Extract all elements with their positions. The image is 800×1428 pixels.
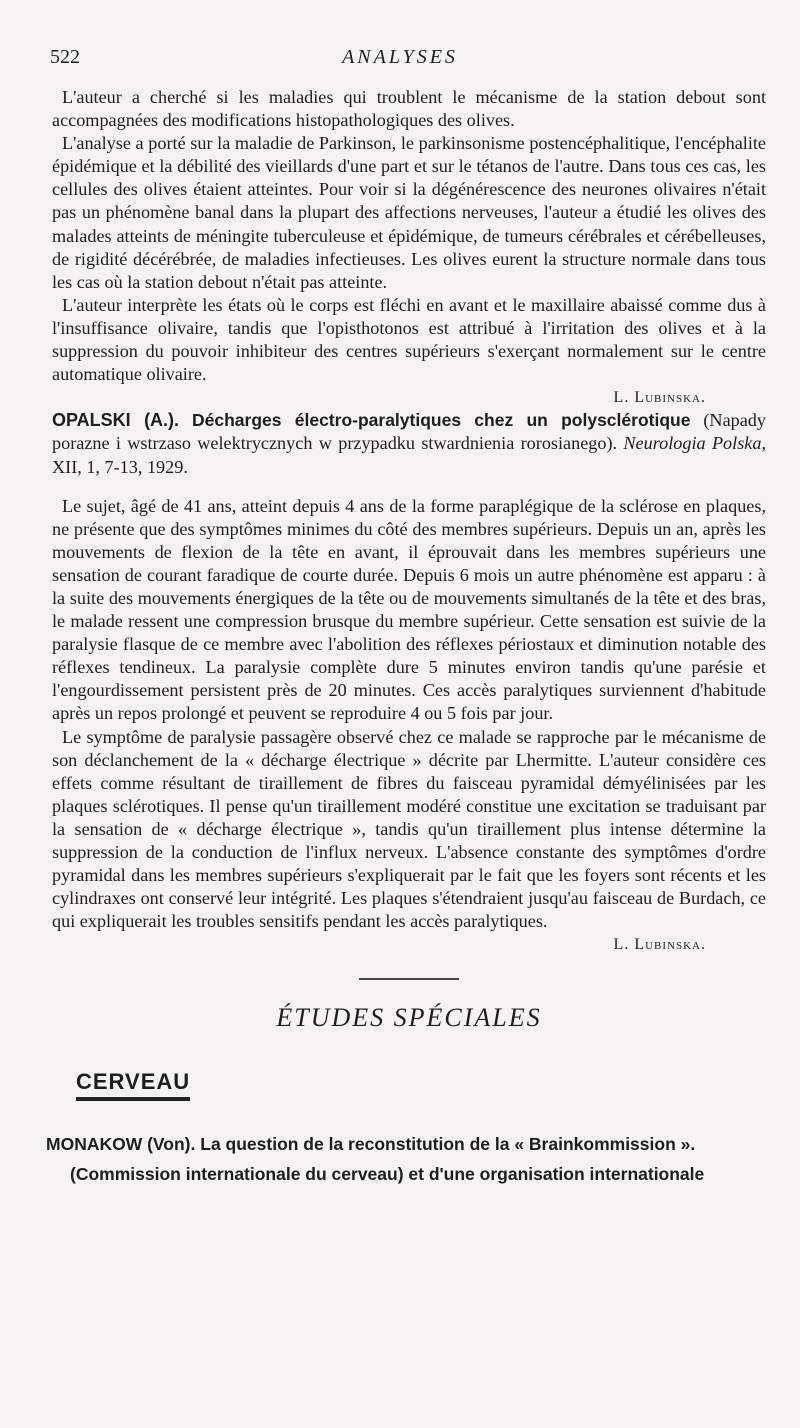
review2-paragraph: Le sujet, âgé de 41 ans, atteint depuis 4 ans de la forme paraplégique de la sclérose en plaques, ne présente que des symptômes minimes du côté des membres supérieurs. Depuis un an, après les mouvements de flexion de la tête en avant, il éprouvait dans les membres supérieurs une sensation de courant faradique de courte durée. Depuis 6 mois un autre phénomène est apparu : à la suite des mouvements énergiques de la tête ou de mouvements simultanés de la tête et des bras, le malade ressent une compression brusque du membre supérieur. Cette sensation est suivie de la paralysie flasque de ce membre avec l'abolition des réflexes périostaux et diminution notable des réflexes tendineux. La paralysie complète dure 5 minutes environ tandis qu'une parésie et l'engourdissement persistent près de 20 minutes. Ces accès paralytiques surviennent d'habitude après un repos prolongé et peuvent se reproduire 4 ou 5 fois par jour. [52,495,766,724]
review1-paragraph: L'auteur a cherché si les maladies qui troublent le mécanisme de la station debout sont accompagnées des modifications histopathologiques des olives. [52,87,766,131]
review2-signature: L. Lubinska. [613,936,706,954]
review2-title: Décharges électro-paralytiques chez un polysclérotique [192,410,691,431]
review2-journal: Neurologia Polska, [623,433,766,454]
review2-citation: XII, 1, 7-13, 1929. [52,456,188,477]
review2-author: OPALSKI (A.). [52,410,180,431]
review3-heading [46,1129,766,1189]
page-number: 522 [50,46,80,68]
review2-original-title: (Napady porazne i wstrzaso welektrycznych w przypadku stwardnienia rorosianego). [52,410,766,454]
section-title: ANALYSES [342,46,458,68]
review3-title-line2: (Commission internationale du cerveau) et d'une organisation internationale [70,1163,705,1184]
subsection-heading: CERVEAU [76,1070,190,1101]
review3-author: MONAKOW (Von). [46,1133,196,1154]
review3-title-line1: La question de la reconstitution de la « Brainkommission ». [200,1133,696,1154]
review2-heading [52,409,766,478]
review1-paragraph: L'analyse a porté sur la maladie de Parkinson, le parkinsonisme postencéphalitique, l'encéphalite épidémique et la débilité des vieillards d'une part et sur le tétanos de l'autre. Dans tous ces cas, les cellules des olives étaient atteintes. Pour voir si la dégénérescence des neurones olivaires n'était pas un phénomène banal dans la plupart des affections nerveuses, l'auteur a étudié les olives des malades atteints de méningite tuberculeuse et épidémique, de tumeurs cérébrales et cérébelleuses, de rigidité décérébrée, de maladies infectieuses. Les olives eurent la structure normale dans tous les cas où la station debout n'était pas atteinte. [52,133,766,292]
special-studies-heading: ÉTUDES SPÉCIALES [276,1003,542,1033]
review2-paragraph: Le symptôme de paralysie passagère observé chez ce malade se rapproche par le mécanisme de son déclanchement de la « décharge électrique » décrite par Lhermitte. L'auteur considère ces effets comme résultant de tiraillement de fibres du faisceau pyramidal démyélinisées par les plaques sclérotiques. Il pense qu'un tiraillement modéré constitue une excitation se traduisant par la sensation de « décharge électrique », tandis qu'un tiraillement plus intense détermine la suppression de la conduction de l'influx nerveux. L'absence constante des symptômes d'ordre pyramidal dans les membres supérieurs s'expliquerait par le fait que les foyers sont récents et les cylindraxes ont conservé leur intégrité. Les plaques s'étendraient jusqu'au faisceau de Burdach, ce qui expliquerait les troubles sensitifs pendant les accès paralytiques. [52,726,766,932]
review1-paragraph: L'auteur interprète les états où le corps est fléchi en avant et le maxillaire abaissé comme dus à l'insuffisance olivaire, tandis que l'opisthotonos est attribué à l'irritation des olives et à la suppression du pouvoir inhibiteur des centres supérieurs s'exerçant normalement sur le centre automatique olivaire. [52,294,766,385]
page-body [46,86,766,1189]
running-header [50,46,750,72]
section-divider [359,978,459,980]
review1-signature: L. Lubinska. [613,389,706,407]
